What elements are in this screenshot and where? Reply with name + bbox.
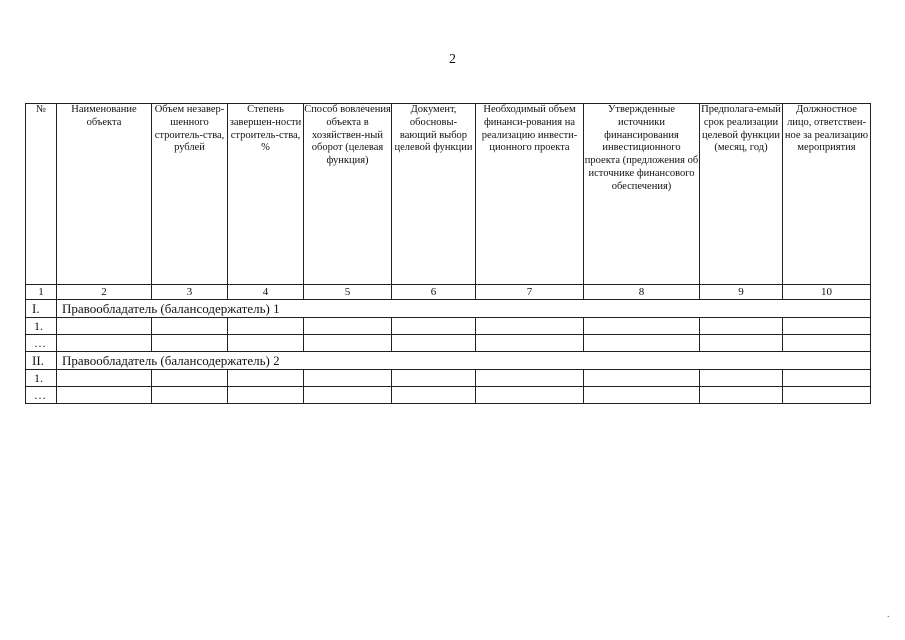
table-cell: [783, 387, 871, 404]
column-number: 9: [700, 285, 783, 300]
table-cell: [152, 318, 228, 335]
column-number: 7: [476, 285, 584, 300]
section-owner-label: Правообладатель (балансодержатель) 1: [57, 300, 871, 318]
header-cell-required-financing: Необходимый объем финанси-рования на реализацию инвести-ционного проекта: [476, 104, 584, 285]
row-index: …: [26, 387, 57, 404]
header-cell-justifying-document: Документ, обосновы-вающий выбор целевой функции: [392, 104, 476, 285]
table-cell: [476, 335, 584, 352]
header-cell-object-name: Наименование объекта: [57, 104, 152, 285]
row-index: …: [26, 335, 57, 352]
column-number: 6: [392, 285, 476, 300]
table-cell: [392, 335, 476, 352]
table-cell: [783, 318, 871, 335]
table-cell: [392, 318, 476, 335]
section-roman-numeral: I.: [26, 300, 57, 318]
table-cell: [392, 370, 476, 387]
table-cell: [57, 335, 152, 352]
table-row: [26, 335, 871, 352]
table-cell: [304, 387, 392, 404]
table-cell: [152, 335, 228, 352]
table-cell: [476, 370, 584, 387]
table-cell: [304, 318, 392, 335]
table-cell: [700, 370, 783, 387]
table-cell: [304, 335, 392, 352]
header-row: [26, 104, 871, 285]
column-number: 5: [304, 285, 392, 300]
table-cell: [783, 370, 871, 387]
column-number: 10: [783, 285, 871, 300]
table-cell: [152, 370, 228, 387]
table-cell: [700, 387, 783, 404]
header-cell-financing-sources: Утвержденные источники финансирования инвестиционного проекта (предложения об источнике финансового обеспечения): [584, 104, 700, 285]
section-owner-label: Правообладатель (балансодержатель) 2: [57, 352, 871, 370]
header-cell-completion-degree: Степень завершен-ности строитель-ства, %: [228, 104, 304, 285]
header-cell-number: №: [26, 104, 57, 285]
row-index: 1.: [26, 370, 57, 387]
table-cell: [228, 387, 304, 404]
table-row: [26, 387, 871, 404]
row-index: 1.: [26, 318, 57, 335]
table-cell: [783, 335, 871, 352]
column-numbers-row: [26, 285, 871, 300]
table-cell: [152, 387, 228, 404]
column-number: 4: [228, 285, 304, 300]
table-cell: [584, 318, 700, 335]
table-row: [26, 370, 871, 387]
column-number: 1: [26, 285, 57, 300]
table-cell: [584, 387, 700, 404]
header-cell-implementation-term: Предполага-емый срок реализации целевой функции (месяц, год): [700, 104, 783, 285]
scan-artifact-dot: .: [887, 609, 890, 620]
table-cell: [304, 370, 392, 387]
table-row: [26, 318, 871, 335]
section-row-1: [26, 300, 871, 318]
page-number: 2: [449, 52, 456, 67]
table-cell: [57, 387, 152, 404]
section-row-2: [26, 352, 871, 370]
table-cell: [476, 318, 584, 335]
header-cell-responsible-official: Должностное лицо, ответствен-ное за реализацию мероприятия: [783, 104, 871, 285]
investment-table: [25, 103, 871, 404]
table-cell: [392, 387, 476, 404]
column-number: 2: [57, 285, 152, 300]
column-number: 3: [152, 285, 228, 300]
table-cell: [228, 335, 304, 352]
table-cell: [584, 370, 700, 387]
column-number: 8: [584, 285, 700, 300]
table-cell: [476, 387, 584, 404]
header-cell-unfinished-volume: Объем незавер-шенного строитель-ства, рублей: [152, 104, 228, 285]
table-cell: [700, 318, 783, 335]
table-cell: [57, 318, 152, 335]
table-cell: [228, 318, 304, 335]
table-cell: [228, 370, 304, 387]
section-roman-numeral: II.: [26, 352, 57, 370]
table-cell: [57, 370, 152, 387]
header-cell-involvement-method: Способ вовлечения объекта в хозяйствен-ный оборот (целевая функция): [304, 104, 392, 285]
table-cell: [700, 335, 783, 352]
table-cell: [584, 335, 700, 352]
